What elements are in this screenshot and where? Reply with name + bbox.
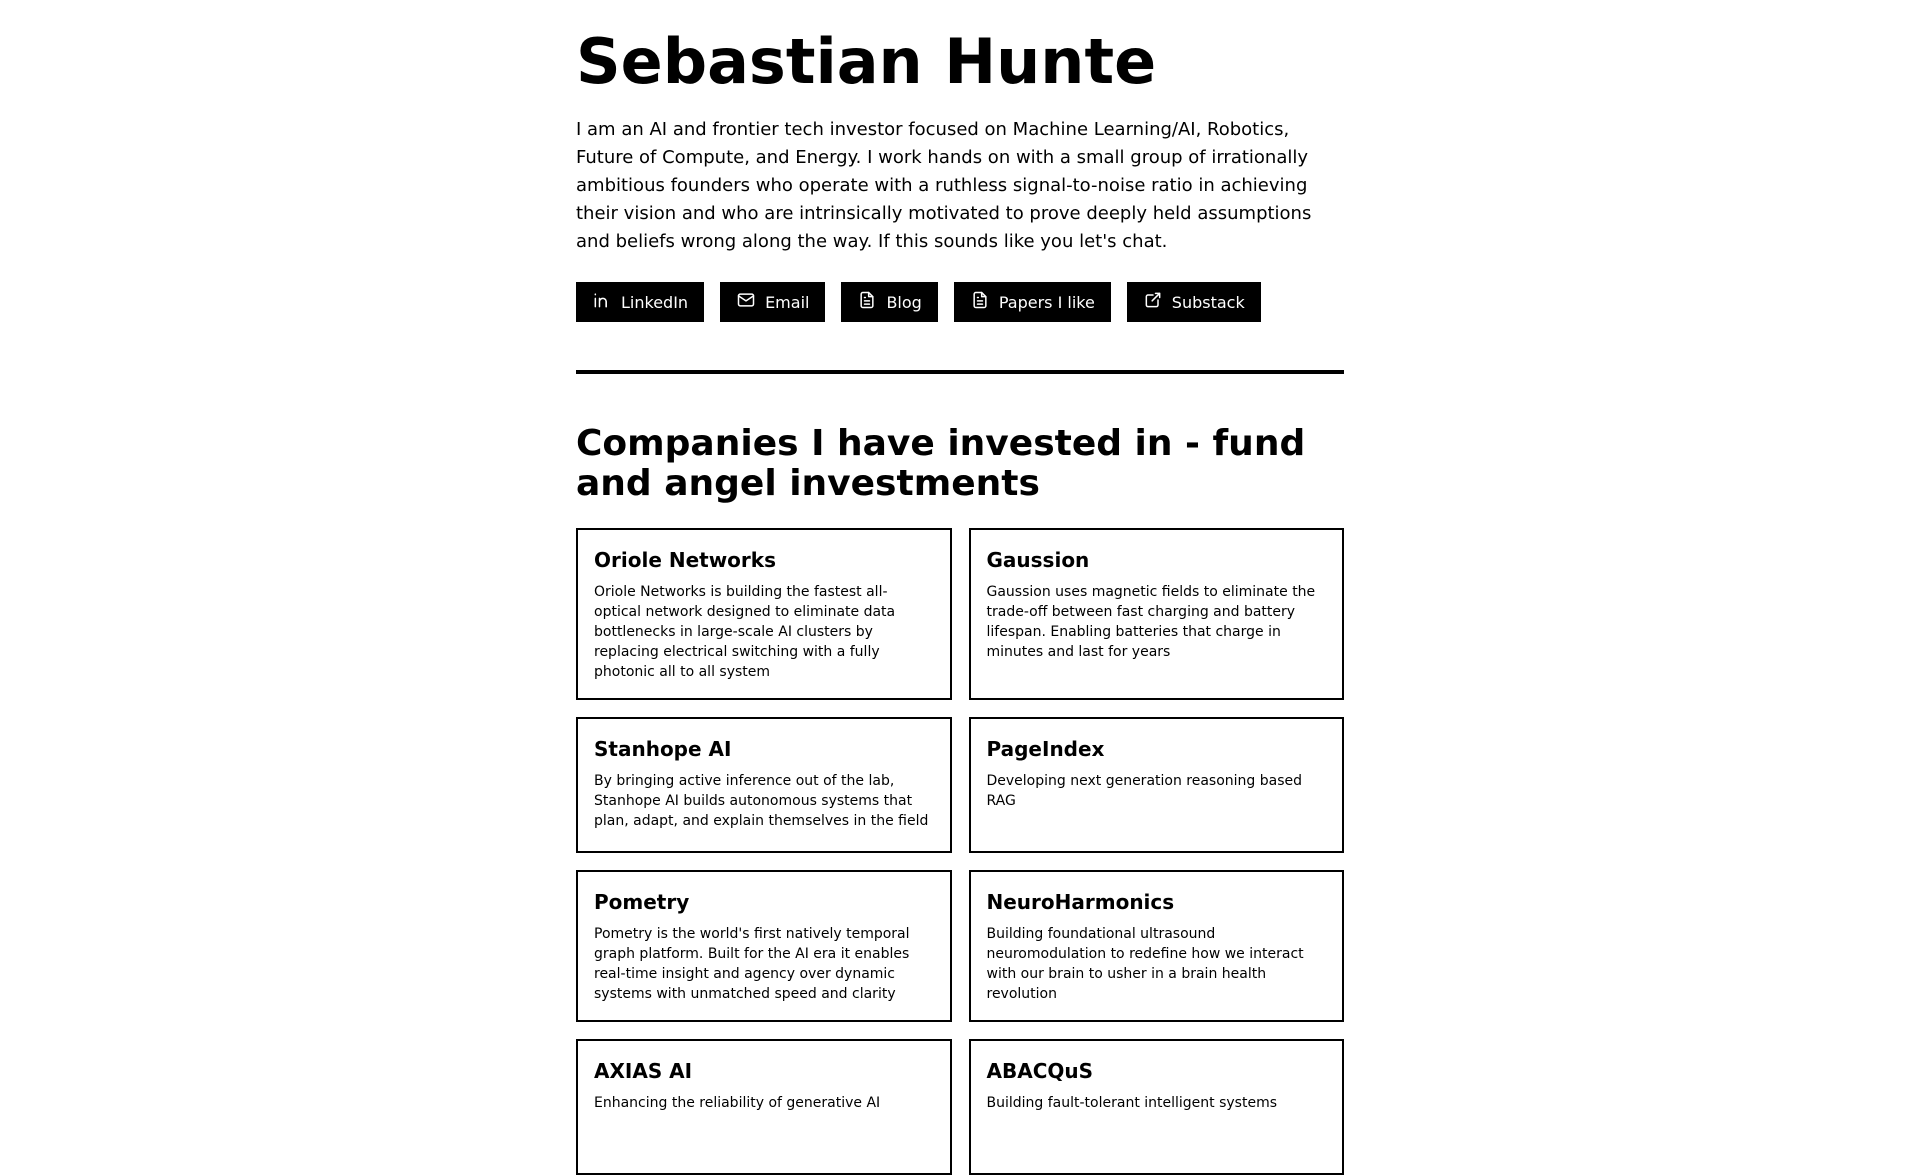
document-icon	[970, 290, 990, 314]
company-description: Gaussion uses magnetic fields to eliminate the trade-off between fast charging and battery lifespan. Enabling batteries that charge in minutes and last for years	[986, 584, 1316, 660]
external-link-icon	[1143, 290, 1163, 314]
company-description: Building fault-tolerant intelligent systems	[986, 1095, 1278, 1111]
company-card	[576, 870, 952, 1022]
page-title: Sebastian Hunte	[576, 25, 1157, 98]
company-description: By bringing active inference out of the lab, Stanhope AI builds autonomous systems that plan, adapt, and explain themselves in the field	[594, 773, 929, 829]
company-name: NeuroHarmonics	[986, 890, 1175, 914]
button-label: Email	[765, 292, 810, 312]
button-label: Substack	[1171, 292, 1245, 312]
company-name: Stanhope AI	[594, 737, 732, 761]
company-name: ABACQuS	[986, 1059, 1094, 1083]
company-card	[969, 870, 1345, 1022]
linkedin-icon	[592, 290, 612, 314]
company-card	[969, 717, 1345, 853]
link-buttons	[576, 282, 1344, 322]
company-name: PageIndex	[986, 737, 1105, 761]
company-description: Pometry is the world's first natively temporal graph platform. Built for the AI era it enables real-time insight and agency over dynamic systems with unmatched speed and clarity	[594, 926, 910, 1002]
company-card	[969, 528, 1345, 700]
document-icon	[857, 290, 877, 314]
email-button[interactable]	[720, 282, 825, 322]
company-card	[969, 1039, 1345, 1175]
company-name: Gaussion	[986, 548, 1090, 572]
blog-button[interactable]	[841, 282, 937, 322]
company-description: Enhancing the reliability of generative AI	[594, 1095, 881, 1111]
substack-button[interactable]	[1127, 282, 1261, 322]
papers-button[interactable]	[954, 282, 1111, 322]
companies-grid	[576, 528, 1344, 1175]
company-name: Oriole Networks	[594, 548, 776, 572]
company-card	[576, 717, 952, 853]
companies-heading: Companies I have invested in - fund and angel investments	[576, 423, 1306, 504]
linkedin-button[interactable]	[576, 282, 704, 322]
bio-text: I am an AI and frontier tech investor focused on Machine Learning/AI, Robotics, Future of Compute, and Energy. I work hands on with a small group of irrationally ambitious founders who operate with a ruthless signal-to-noise ratio in achieving their vision and who are intrinsically motivated to prove deeply held assumptions and beliefs wrong along the way. If this sounds like you let's chat.	[576, 119, 1312, 252]
profile-page	[576, 0, 1344, 1175]
mail-icon	[736, 290, 756, 314]
company-description: Developing next generation reasoning based RAG	[986, 773, 1303, 809]
section-divider	[576, 370, 1344, 374]
button-label: LinkedIn	[621, 292, 689, 312]
company-description: Building foundational ultrasound neuromodulation to redefine how we interact with our brain to usher in a brain health revolution	[986, 926, 1304, 1002]
company-name: Pometry	[594, 890, 690, 914]
company-card	[576, 1039, 952, 1175]
button-label: Blog	[886, 292, 922, 312]
company-name: AXIAS AI	[594, 1059, 693, 1083]
button-label: Papers I like	[998, 292, 1095, 312]
company-card	[576, 528, 952, 700]
company-description: Oriole Networks is building the fastest all-optical network designed to eliminate data bottlenecks in large-scale AI clusters by replacing electrical switching with a fully photonic all to all system	[594, 584, 896, 680]
